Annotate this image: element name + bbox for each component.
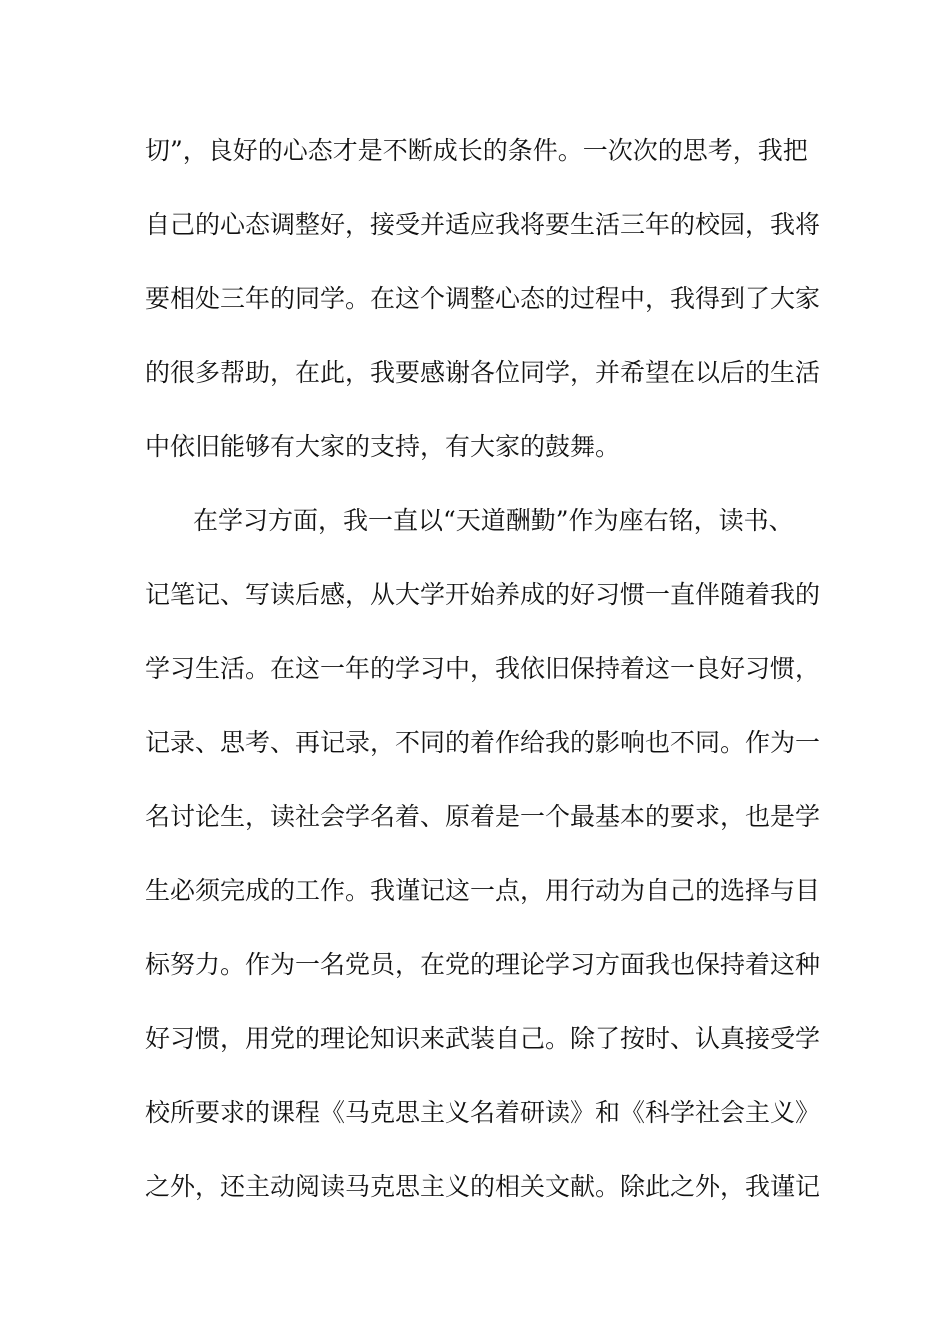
text-line: 中依旧能够有大家的支持，有大家的鼓舞。 (145, 432, 621, 461)
body-text (145, 126, 825, 1236)
text-line: 记笔记、写读后感，从大学开始养成的好习惯一直伴随着我的 (145, 580, 821, 609)
text-line: 标努力。作为一名党员，在党的理论学习方面我也保持着这种 (145, 950, 821, 979)
text-line: 学习生活。在这一年的学习中，我依旧保持着这一良好习惯， (145, 654, 821, 683)
text-line: 之外，还主动阅读马克思主义的相关文献。除此之外，我谨记 (145, 1172, 821, 1201)
text-line: 好习惯，用党的理论知识来武装自己。除了按时、认真接受学 (145, 1024, 821, 1053)
text-line: 生必须完成的工作。我谨记这一点，用行动为自己的选择与目 (145, 876, 821, 905)
text-line: 名讨论生，读社会学名着、原着是一个最基本的要求，也是学 (145, 802, 821, 831)
text-line: 校所要求的课程《马克思主义名着研读》和《科学社会主义》 (145, 1098, 821, 1127)
text-line: 自己的心态调整好，接受并适应我将要生活三年的校园，我将 (145, 210, 821, 239)
text-line: 记录、思考、再记录，不同的着作给我的影响也不同。作为一 (145, 728, 821, 757)
text-line: 的很多帮助，在此，我要感谢各位同学，并希望在以后的生活 (145, 358, 821, 387)
text-line: 要相处三年的同学。在这个调整心态的过程中，我得到了大家 (145, 284, 821, 313)
text-line: 切”，良好的心态才是不断成长的条件。一次次的思考，我把 (145, 136, 808, 165)
text-line-paragraph-start: 在学习方面，我一直以“天道酬勤”作为座右铭，读书、 (193, 506, 794, 535)
